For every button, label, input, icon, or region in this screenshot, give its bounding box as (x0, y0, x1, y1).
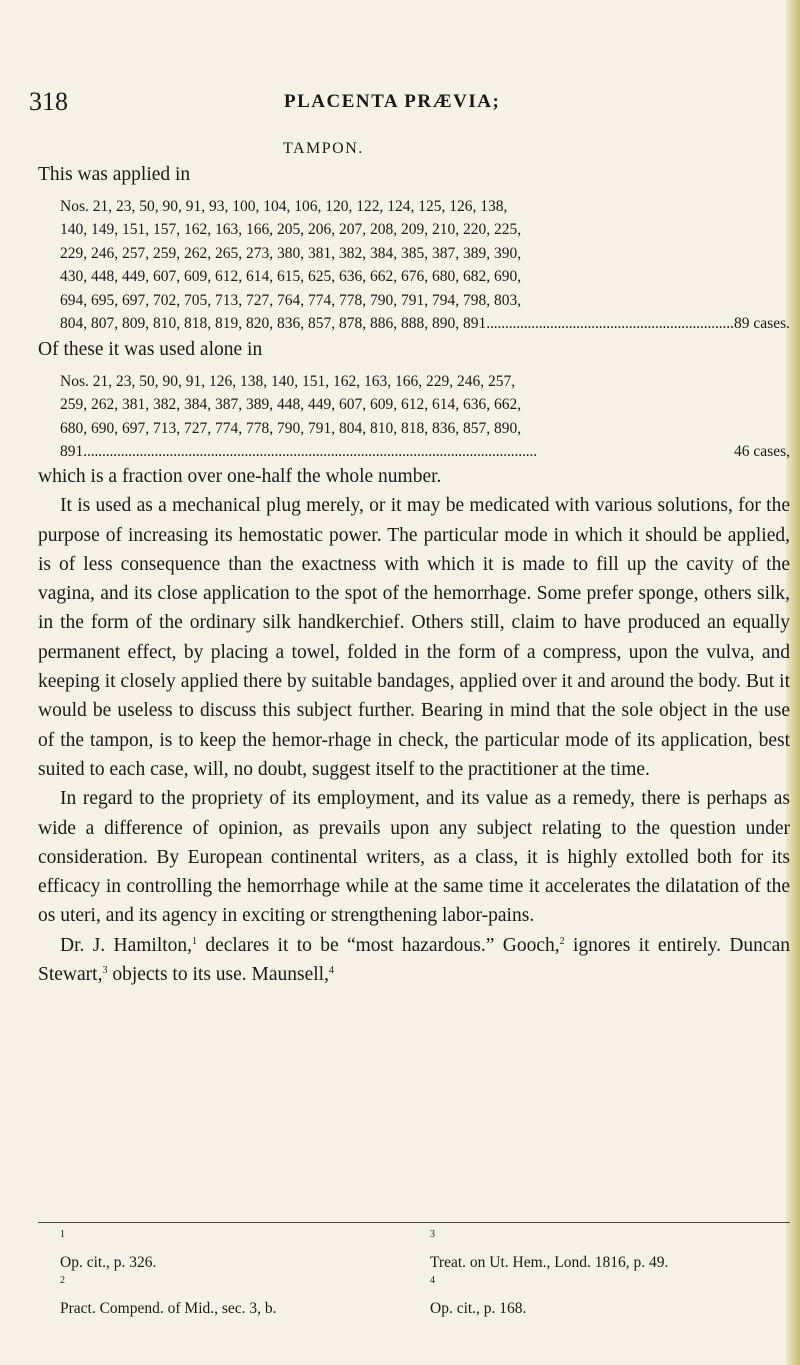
fraction-line: which is a fraction over one-half the whole number. (38, 466, 442, 487)
footnote (60, 1228, 430, 1274)
running-head: PLACENTA PRÆVIA; (284, 91, 501, 112)
paragraph-mechanical-plug: It is used as a mechanical plug merely, or it may be medicated with various solutions, for the purpose of increasing its hemostatic power. The particular mode in which it should be applied, is of less consequence than the exactness with which it is made to fill up the cavity of the vagina, and its close application to the spot of the hemorrhage. Some prefer sponge, others silk, in the form of the ordinary silk handkerchief. Others still, claim to have produced an equally permanent effect, by placing a towel, folded in the form of a compress, upon the vulva, and keeping it closely applied there by suitable bandages, applied over it and around the body. But it would be useless to discuss this subject further. Bearing in mind that the sole object in the use of the tampon, is to keep the hemor-rhage in check, the particular mode of its application, best suited to each case, will, no doubt, suggest itself to the practitioner at the time. (38, 495, 790, 780)
leader-dots (486, 312, 734, 335)
list-line: Nos. 21, 23, 50, 90, 91, 93, 100, 104, 106, 120, 122, 124, 125, 126, 138, (60, 198, 508, 215)
case-count: 46 cases, (734, 443, 790, 461)
footnote (430, 1274, 526, 1320)
list-last: 891 (60, 443, 84, 461)
text-span: Dr. J. Hamilton, (60, 934, 193, 956)
footnote-rule (38, 1222, 790, 1223)
footnote-text: Op. cit., p. 168. (430, 1300, 527, 1317)
footnote-row (60, 1274, 790, 1320)
list-line-total (60, 312, 790, 335)
footnote-row (60, 1228, 790, 1274)
footnote-ref: 4 (328, 965, 334, 977)
intro-text: This was applied in (38, 164, 191, 185)
paragraph-propriety: In regard to the propriety of its employment, and its value as a remedy, there is perhaps as wide a difference of opinion, as prevails upon any subject relating to the question under consideration. By European continental writers, as a class, it is highly extolled both for its efficacy in controlling the hemorrhage while at the same time it accelerates the dilatation of the os uteri, and its agency in exciting or strengthening labor-pains. (38, 788, 790, 927)
list-line: 694, 695, 697, 702, 705, 713, 727, 764, 774, 778, 790, 791, 794, 798, 803, (60, 291, 522, 309)
list-line: 259, 262, 381, 382, 384, 387, 389, 448, 449, 607, 609, 612, 614, 636, 662, (60, 396, 522, 414)
list-line: Nos. 21, 23, 50, 90, 91, 126, 138, 140, 151, 162, 163, 166, 229, 246, 257, (60, 373, 516, 390)
footnote (60, 1274, 430, 1320)
body-text (38, 462, 790, 989)
alone-intro-line (38, 335, 790, 364)
intro-line (38, 160, 790, 189)
footnote-ref: 2 (559, 935, 565, 947)
text-span: ignores it entirely. Duncan Stewart, (38, 934, 790, 986)
footnote-ref: 1 (192, 935, 198, 947)
text-span: objects to its use. Maunsell, (107, 964, 329, 986)
list-last: 804, 807, 809, 810, 818, 819, 820, 836, 857, 878, 886, 888, 890, 891 (60, 315, 487, 333)
footnote-number: 4 (430, 1275, 435, 1286)
list-line: 430, 448, 449, 607, 609, 612, 614, 615, 625, 636, 662, 676, 680, 682, 690, (60, 268, 522, 286)
footnote-text: Treat. on Ut. Hem., Lond. 1816, p. 49. (430, 1254, 669, 1271)
alone-intro-text: Of these it was used alone in (38, 339, 263, 360)
paragraph-authorities (38, 931, 790, 990)
list-line: 229, 246, 257, 259, 262, 265, 273, 380, 381, 382, 384, 385, 387, 389, 390, (60, 244, 522, 262)
list-line: 140, 149, 151, 157, 162, 163, 166, 205, 206, 207, 208, 209, 210, 220, 225, (60, 221, 522, 239)
footnote-text: Pract. Compend. of Mid., sec. 3, b. (60, 1300, 277, 1317)
list-line-total (60, 440, 790, 463)
footnote-number: 1 (60, 1229, 65, 1240)
page-header (29, 87, 789, 117)
footnote-text: Op. cit., p. 326. (60, 1254, 157, 1271)
footnotes (60, 1228, 790, 1320)
case-count: 89 cases. (734, 315, 790, 333)
leader-dots (83, 440, 734, 463)
text-span: declares it to be “most hazardous.” Gooch, (197, 934, 560, 956)
footnote-ref: 3 (102, 965, 108, 977)
page-number: 318 (29, 87, 68, 116)
footnote-number: 3 (430, 1229, 435, 1240)
footnote (430, 1228, 668, 1274)
case-list-alone (60, 370, 790, 464)
list-line: 680, 690, 697, 713, 727, 774, 778, 790, 791, 804, 810, 818, 836, 857, 890, (60, 419, 522, 437)
section-title: TAMPON. (283, 140, 364, 157)
case-list-all (60, 195, 790, 335)
footnote-number: 2 (60, 1275, 65, 1286)
